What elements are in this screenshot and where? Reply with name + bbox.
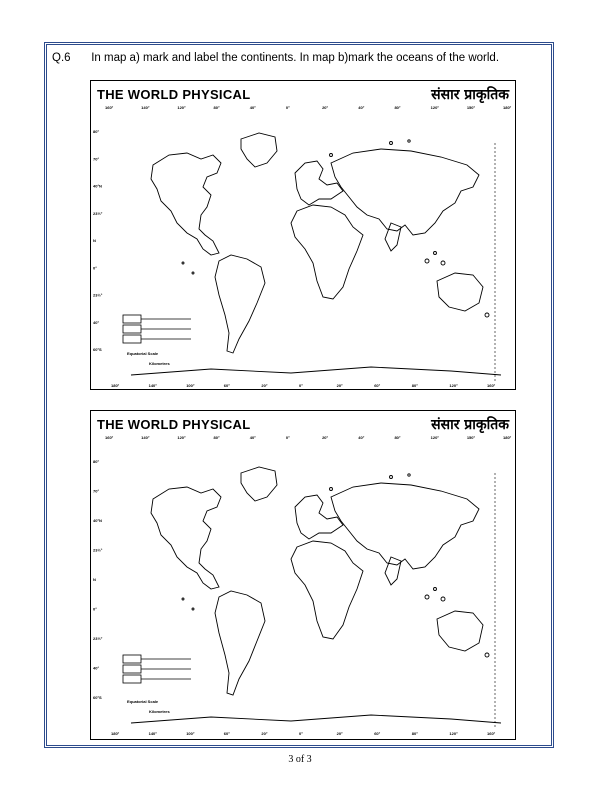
longitude-label: 0° xyxy=(285,435,290,440)
latitude-label: 70° xyxy=(93,156,100,162)
latitude-label: 23½° xyxy=(93,292,103,298)
longitude-label: 20° xyxy=(322,105,329,110)
longitude-label: 0° xyxy=(299,383,303,388)
map-b-bottom-longitude-labels xyxy=(111,731,496,736)
map-a-bottom-longitude-labels xyxy=(111,383,496,388)
latitude-label: 60°S xyxy=(93,347,102,352)
map-b-label-box xyxy=(123,655,191,683)
longitude-label: 180° xyxy=(111,383,120,388)
longitude-label: 150° xyxy=(466,435,476,440)
latitude-label: 40° xyxy=(93,319,100,325)
longitude-label: 140° xyxy=(141,105,150,110)
longitude-label: 60° xyxy=(374,383,381,388)
map-b-outline xyxy=(91,433,517,739)
longitude-label: 160° xyxy=(487,383,496,388)
world-map-a xyxy=(90,80,516,390)
latitude-label: 40°N xyxy=(93,518,102,523)
longitude-label: 160° xyxy=(105,435,114,440)
longitude-label: 80° xyxy=(394,435,401,440)
longitude-label: 80° xyxy=(213,105,220,110)
world-map-b xyxy=(90,410,516,740)
latitude-label: 40° xyxy=(93,665,100,671)
latitude-label: 23½° xyxy=(93,547,103,553)
latitude-label: 80° xyxy=(93,129,100,134)
longitude-label: 140° xyxy=(148,383,157,388)
latitude-label: 0° xyxy=(93,606,97,612)
longitude-label: 100° xyxy=(186,731,195,736)
map-b-title-hindi: संसार प्राकृतिक xyxy=(431,416,509,433)
longitude-label: 60° xyxy=(223,383,230,388)
scale-label: Equatorial Scale xyxy=(127,699,159,704)
latitude-label: 23½° xyxy=(93,210,103,216)
longitude-label: 160° xyxy=(105,105,114,110)
map-b-left-latitude-labels xyxy=(93,459,103,700)
map-a-left-latitude-labels xyxy=(93,129,103,352)
longitude-label: 20° xyxy=(336,383,343,388)
longitude-label: 160° xyxy=(487,731,496,736)
longitude-label: 100° xyxy=(186,383,195,388)
map-b-title-english: THE WORLD PHYSICAL xyxy=(97,416,251,432)
longitude-label: 120° xyxy=(449,731,458,736)
longitude-label: 180° xyxy=(111,731,120,736)
longitude-label: 40° xyxy=(358,105,365,110)
scale-label: Equatorial Scale xyxy=(127,351,159,356)
page-number: 3 of 3 xyxy=(288,754,312,765)
longitude-label: 20° xyxy=(336,731,343,736)
latitude-label: 80° xyxy=(93,459,100,464)
longitude-label: 80° xyxy=(213,435,220,440)
map-a-title-english: THE WORLD PHYSICAL xyxy=(97,86,251,102)
latitude-label: 60°S xyxy=(93,695,102,700)
map-b-landmasses xyxy=(131,467,501,723)
map-a-title-hindi: संसार प्राकृतिक xyxy=(431,86,509,103)
map-b-header xyxy=(97,415,509,433)
longitude-label: 80° xyxy=(411,383,418,388)
map-a-top-longitude-labels xyxy=(105,105,512,110)
longitude-label: 80° xyxy=(394,105,401,110)
longitude-label: 20° xyxy=(261,731,268,736)
question-line xyxy=(52,52,542,64)
longitude-label: 20° xyxy=(322,435,329,440)
longitude-label: 120° xyxy=(430,435,439,440)
latitude-label: 0° xyxy=(93,265,97,271)
map-a-label-box xyxy=(123,315,191,343)
longitude-label: 60° xyxy=(374,731,381,736)
latitude-label: N xyxy=(93,577,96,582)
question-number: Q.6 xyxy=(52,52,71,64)
longitude-label: 20° xyxy=(261,383,268,388)
longitude-label: 180° xyxy=(503,105,512,110)
longitude-label: 120° xyxy=(449,383,458,388)
longitude-label: 40° xyxy=(249,105,256,110)
longitude-label: 0° xyxy=(285,105,290,110)
longitude-label: 120° xyxy=(430,105,439,110)
latitude-label: 70° xyxy=(93,488,100,494)
longitude-label: 150° xyxy=(466,105,476,110)
longitude-label: 80° xyxy=(411,731,418,736)
question-text: In map a) mark and label the continents. In map b)mark the oceans of the world. xyxy=(91,52,500,64)
scale-unit-label: Kilometres xyxy=(149,361,170,366)
longitude-label: 40° xyxy=(358,435,365,440)
latitude-label: 23½° xyxy=(93,636,103,641)
scale-unit-label: Kilometres xyxy=(149,709,170,714)
longitude-label: 120° xyxy=(177,105,186,110)
map-a-outline xyxy=(91,103,517,391)
longitude-label: 180° xyxy=(503,435,512,440)
longitude-label: 120° xyxy=(177,435,186,440)
map-a-header xyxy=(97,85,509,103)
longitude-label: 0° xyxy=(299,731,303,736)
longitude-label: 140° xyxy=(148,731,157,736)
longitude-label: 40° xyxy=(249,435,256,440)
map-b-top-longitude-labels xyxy=(105,435,512,440)
longitude-label: 140° xyxy=(141,435,150,440)
latitude-label: 40°N xyxy=(93,183,102,189)
latitude-label: N xyxy=(93,238,96,243)
longitude-label: 60° xyxy=(223,731,230,736)
